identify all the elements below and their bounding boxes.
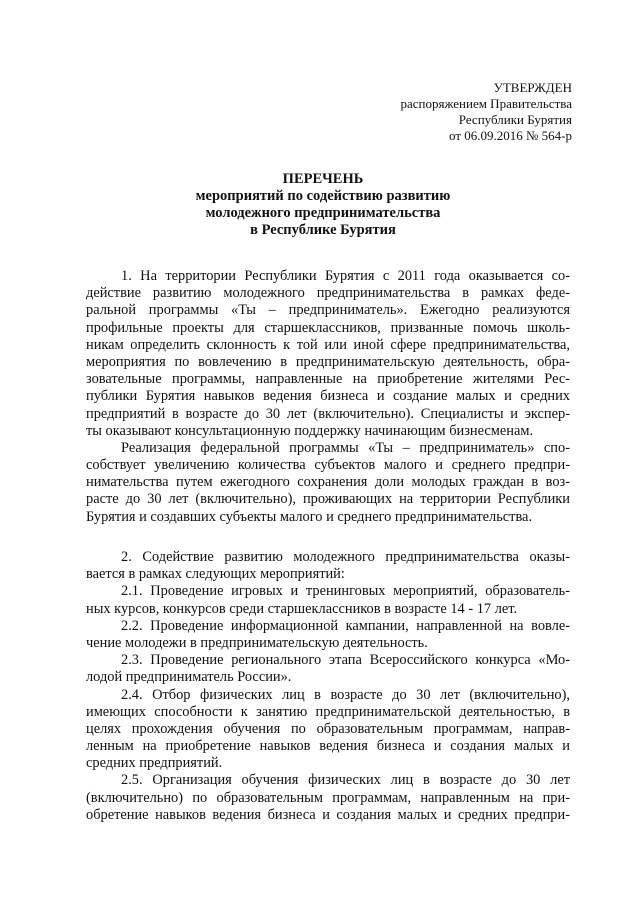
- section-1-text: [86, 268, 570, 526]
- text-line: 1. На территории Республики Бурятия с 2011 года оказывается со-: [121, 268, 570, 284]
- text-line: 2.4. Отбор физических лиц в возрасте до 30 лет (включительно),: [121, 686, 570, 703]
- text-line: 2. Содействие развитию молодежного предпринимательства оказы-: [121, 549, 570, 565]
- text-line: нимательства путем ежегодного сохранения доли молодых граждан в воз-: [86, 474, 570, 491]
- text-line: ных курсов, конкурсов среди старшеклассников в возрасте 14 - 17 лет.: [86, 600, 518, 617]
- text-line: никам определить склонность к той или иной сфере предпринимательства,: [86, 336, 570, 353]
- text-line: предприятий в возрасте до 30 лет (включительно). Специалисты и экспер-: [86, 405, 570, 422]
- title-line: ПЕРЕЧЕНЬ: [282, 171, 364, 187]
- approval-stamp: [400, 80, 572, 144]
- text-line: целях прохождения обучения по образовательным программам, направ-: [86, 720, 570, 737]
- approval-region: Республики Бурятия: [458, 112, 572, 127]
- text-line: обретение навыков ведения бизнеса и создания малых и средних предпри-: [86, 806, 570, 823]
- approval-authority: распоряжением Правительства: [400, 96, 572, 111]
- text-line: зовательные программы, направленные на приобретение жителями Рес-: [86, 371, 570, 388]
- title-line: молодежного предпринимательства: [205, 205, 441, 221]
- text-line: мероприятия по вовлечению в предпринимательскую деятельность, обра-: [86, 353, 570, 370]
- text-line: 2.1. Проведение игровых и тренинговых мероприятий, образователь-: [121, 583, 570, 600]
- text-line: ленным на приобретение навыков ведения бизнеса и создания малых и: [86, 738, 570, 755]
- text-line: средних предприятий.: [86, 755, 223, 772]
- text-line: ральной программы «Ты – предприниматель». Ежегодно реализуются: [86, 302, 570, 319]
- text-line: лодой предприниматель России».: [86, 669, 292, 686]
- text-line: действие развитию молодежного предпринимательства в рамках феде-: [86, 285, 570, 302]
- text-line: вается в рамках следующих мероприятий:: [86, 566, 345, 583]
- approval-heading: УТВЕРЖДЕН: [493, 80, 572, 95]
- approval-date-number: от 06.09.2016 № 564-р: [449, 128, 572, 143]
- text-line: ты оказывают консультационную поддержку начинающим бизнесменам.: [86, 422, 534, 439]
- text-line: 2.5. Организация обучения физических лиц в возрасте до 30 лет: [121, 772, 570, 789]
- section-2-text: [86, 549, 570, 824]
- document-title: [80, 171, 566, 239]
- text-line: собствует увеличению количества субъектов малого и среднего предпри-: [86, 457, 570, 474]
- text-line: профильные проекты для старшеклассников, призванные помочь школь-: [86, 319, 570, 336]
- text-line: 2.3. Проведение регионального этапа Всероссийского конкурса «Мо-: [121, 652, 570, 669]
- title-line: мероприятий по содействию развитию: [195, 188, 451, 204]
- text-line: имеющих способности к занятию предпринимательской деятельностью, в: [86, 703, 570, 720]
- text-line: публики Бурятия навыков ведения бизнеса и создание малых и средних: [86, 388, 570, 405]
- text-line: чение молодежи в предпринимательскую деятельность.: [86, 634, 428, 651]
- text-line: Реализация федеральной программы «Ты – предприниматель» спо-: [121, 439, 570, 456]
- text-line: Бурятия и создавших субъекты малого и среднего предпринимательства.: [86, 508, 533, 525]
- title-line: в Республике Бурятия: [250, 222, 396, 238]
- text-line: (включительно) по образовательным программам, направленным на при-: [86, 789, 570, 806]
- text-line: 2.2. Проведение информационной кампании, направленной на вовле-: [121, 617, 570, 634]
- text-line: расте до 30 лет (включительно), проживающих на территории Республики: [86, 491, 570, 508]
